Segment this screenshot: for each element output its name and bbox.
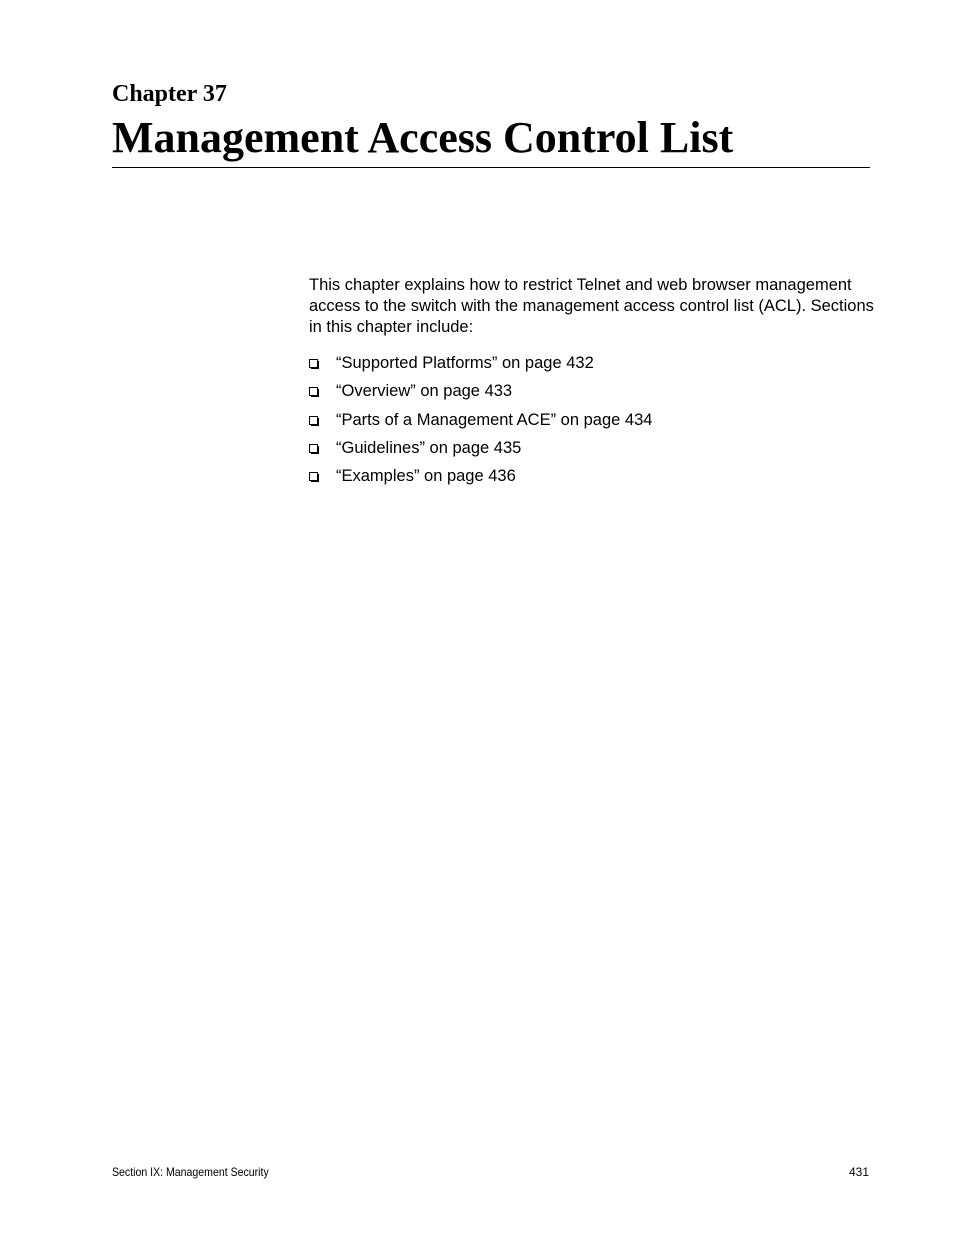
chapter-label: Chapter 37	[112, 81, 227, 107]
section-link[interactable]: “Parts of a Management ACE” on page 434	[336, 410, 653, 429]
box-bullet-icon	[309, 444, 318, 453]
section-list	[309, 352, 652, 493]
section-link[interactable]: “Examples” on page 436	[336, 467, 516, 486]
list-item[interactable]	[309, 437, 652, 465]
intro-paragraph: This chapter explains how to restrict Telnet and web browser management access to the switch with the management access control list (ACL). Sections in this chapter include:	[309, 276, 874, 336]
title-divider	[112, 167, 870, 168]
page-title: Management Access Control List	[112, 113, 734, 162]
list-item[interactable]	[309, 465, 652, 493]
box-bullet-icon	[309, 472, 318, 481]
section-link[interactable]: “Supported Platforms” on page 432	[336, 354, 594, 372]
box-bullet-icon	[309, 359, 318, 368]
box-bullet-icon	[309, 416, 318, 425]
footer-page-number: 431	[848, 1165, 869, 1179]
footer-section-title: Section IX: Management Security	[112, 1165, 269, 1179]
list-item[interactable]	[309, 352, 652, 380]
box-bullet-icon	[309, 387, 318, 396]
section-link[interactable]: “Guidelines” on page 435	[336, 438, 522, 457]
list-item[interactable]	[309, 409, 652, 437]
section-link[interactable]: “Overview” on page 433	[336, 382, 513, 401]
list-item[interactable]	[309, 380, 652, 408]
